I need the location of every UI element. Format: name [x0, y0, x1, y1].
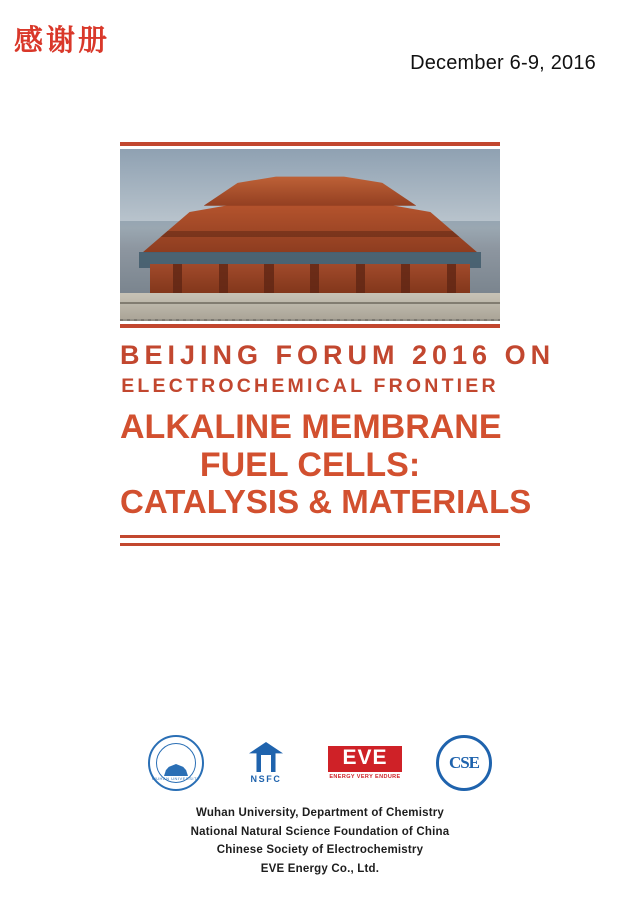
poster-line-topic-3: CATALYSIS & MATERIALS: [120, 483, 532, 521]
cse-logo: [436, 735, 492, 791]
crowd: [120, 319, 500, 321]
conference-poster: [120, 142, 556, 551]
wuhan-university-logo-caption: WUHAN UNIVERSITY: [151, 776, 201, 781]
poster-top-rule: [120, 142, 500, 146]
poster-line-topic-1: ALKALINE MEMBRANE: [120, 408, 502, 447]
organizer-item: Wuhan University, Department of Chemistry: [195, 807, 445, 819]
column: [447, 264, 456, 297]
poster-title-block: [120, 328, 556, 521]
eve-logo: [328, 746, 402, 779]
nsfc-logo-text: NSFC: [250, 774, 282, 784]
poster-bottom-rule-2: [120, 543, 500, 546]
column: [310, 264, 319, 297]
organizer-item: National Natural Science Foundation of China: [190, 825, 450, 838]
eve-logo-text: EVE: [328, 746, 402, 771]
forbidden-city-hall-photo: [120, 149, 500, 321]
gate-icon: [164, 763, 188, 776]
poster-line-subtitle: ELECTROCHEMICAL FRONTIER: [121, 375, 499, 398]
organizer-item: Chinese Society of Electrochemistry: [216, 844, 424, 857]
nsfc-logo: [238, 742, 294, 784]
eve-logo-slogan: ENERGY VERY ENDURE: [329, 773, 401, 780]
poster-line-topic-2: FUEL CELLS:: [199, 446, 421, 485]
column: [219, 264, 228, 297]
marble-terrace: [120, 293, 500, 321]
poster-line-forum: BEIJING FORUM 2016 ON: [120, 340, 556, 370]
sponsor-logo-row: [0, 735, 640, 791]
poster-bottom-rules: [120, 535, 500, 546]
column: [264, 264, 273, 297]
cse-logo-text: CSE: [448, 753, 480, 772]
column: [356, 264, 365, 297]
column: [401, 264, 410, 297]
organizer-item: EVE Energy Co., Ltd.: [260, 862, 380, 875]
event-date: December 6-9, 2016: [410, 52, 596, 74]
column: [173, 264, 182, 297]
nsfc-mark-icon: [249, 742, 283, 772]
chinese-title: 感谢册: [14, 23, 111, 57]
wuhan-university-emblem: [151, 743, 201, 783]
organizer-list: [0, 804, 640, 879]
wuhan-university-logo: [148, 735, 204, 791]
poster-bottom-rule-1: [120, 535, 500, 538]
